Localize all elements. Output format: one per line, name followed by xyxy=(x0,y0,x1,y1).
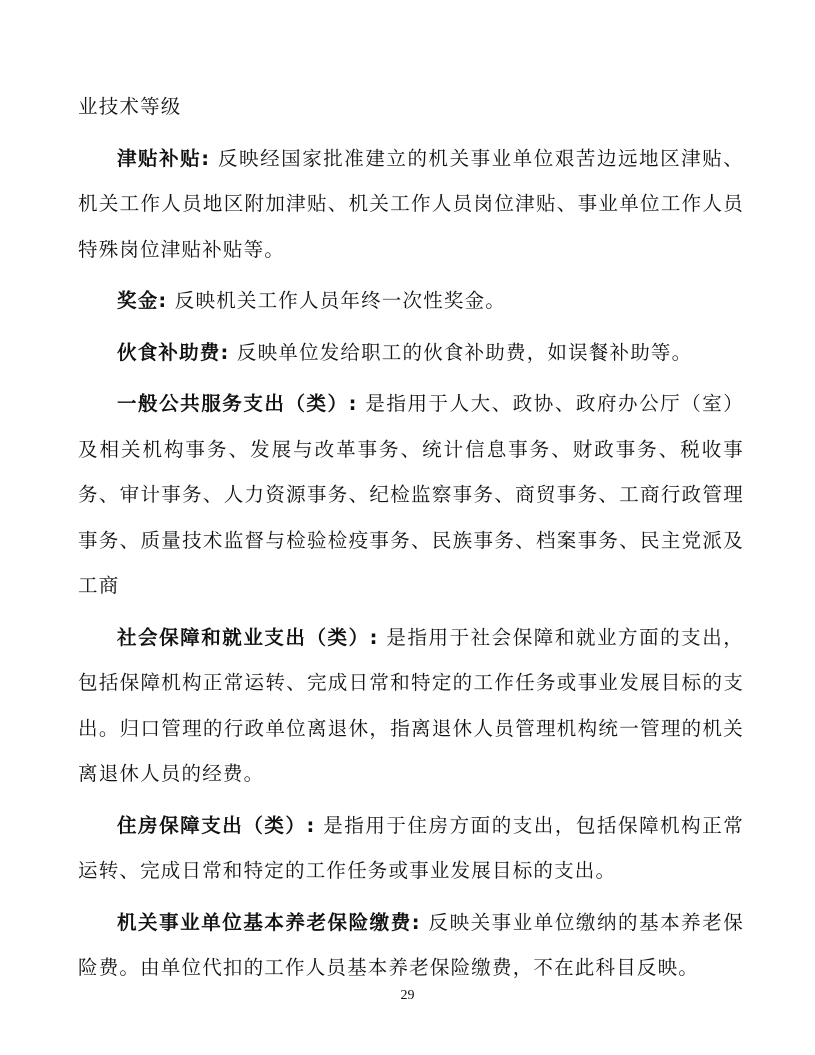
paragraph-text: 反映机关工作人员年终一次性奖金。 xyxy=(167,289,507,312)
paragraph-continuation xyxy=(78,84,744,130)
paragraph-term: 社会保障和就业支出（类）: xyxy=(117,625,379,649)
paragraph-term: 一般公共服务支出（类）: xyxy=(117,392,358,415)
paragraph-term: 机关事业单位基本养老保险缴费: xyxy=(117,910,421,934)
page-number: 29 xyxy=(400,988,415,1003)
paragraph-term: 奖金: xyxy=(117,289,168,312)
paragraph-term: 津贴补贴: xyxy=(117,146,211,170)
paragraph-meal-subsidy xyxy=(78,330,744,376)
paragraph-text: 业技术等级 xyxy=(78,95,182,118)
paragraph-term: 住房保障支出（类）: xyxy=(117,813,316,837)
paragraph-term: 伙食补助费: xyxy=(117,340,230,364)
paragraph-general-public-services xyxy=(78,381,744,609)
paragraph-social-security xyxy=(78,615,744,797)
document-body xyxy=(78,84,744,997)
paragraph-allowance xyxy=(78,136,744,273)
paragraph-housing-security xyxy=(78,803,744,894)
paragraph-text: 是指用于社会保障和就业方面的支出，包括保障机构正常运转、完成日常和特定的工作任务或事业发展目标的支出。归口管理的行政单位离退休，指离退休人员管理机构统一管理的机关离退休人员的经费。 xyxy=(78,625,744,785)
paragraph-text: 反映关事业单位缴纳的基本养老保险费。由单位代扣的工作人员基本养老保险缴费，不在此科目反映。 xyxy=(78,910,744,979)
paragraph-text: 是指用于人大、政协、政府办公厅（室）及相关机构事务、发展与改革事务、统计信息事务、财政事务、税收事务、审计事务、人力资源事务、纪检监察事务、商贸事务、工商行政管理事务、质量技术监督与检验检疫事务、民族事务、档案事务、民主党派及工商 xyxy=(78,392,744,597)
paragraph-text: 反映经国家批准建立的机关事业单位艰苦边远地区津贴、机关工作人员地区附加津贴、机关工作人员岗位津贴、事业单位工作人员特殊岗位津贴补贴等。 xyxy=(78,146,744,261)
paragraph-text: 是指用于住房方面的支出，包括保障机构正常运转、完成日常和特定的工作任务或事业发展目标的支出。 xyxy=(78,813,744,882)
paragraph-pension-insurance xyxy=(78,900,744,991)
paragraph-text: 反映单位发给职工的伙食补助费，如误餐补助等。 xyxy=(229,340,693,364)
paragraph-bonus xyxy=(78,278,744,324)
